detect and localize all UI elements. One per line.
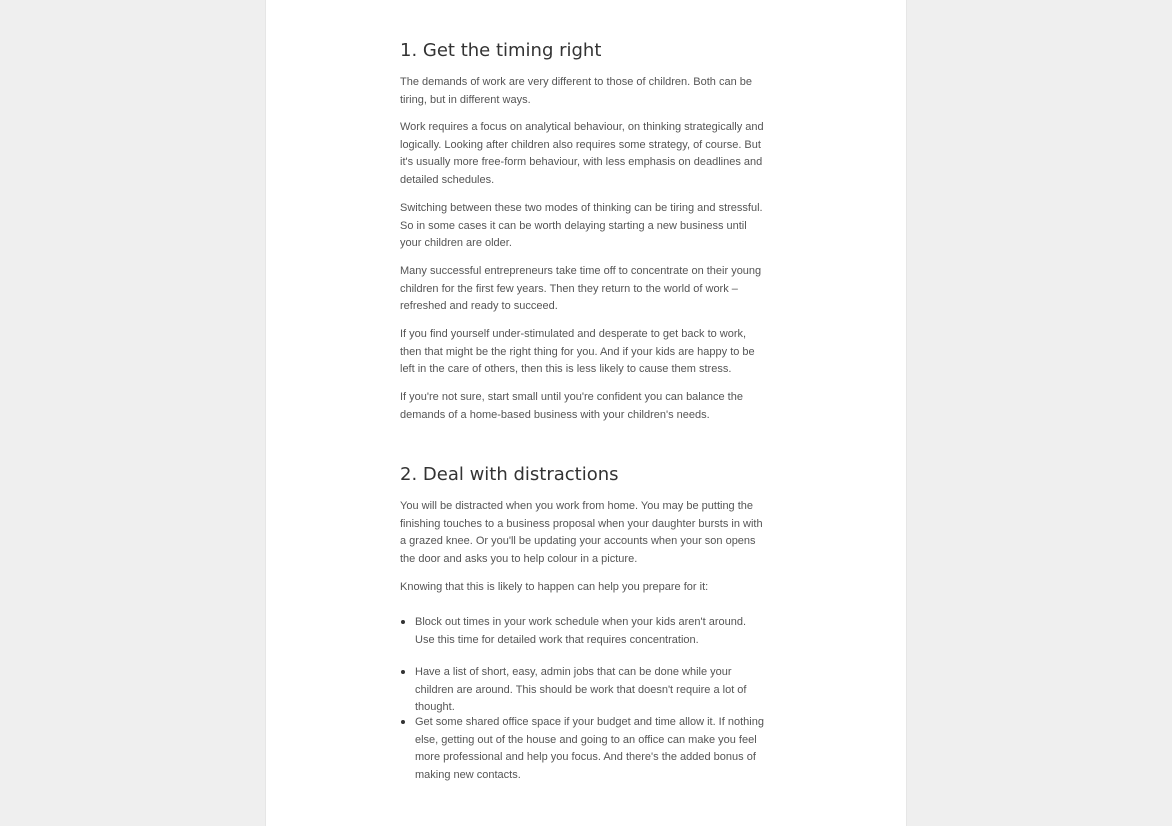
list-item bbox=[400, 714, 766, 784]
paragraph: Many successful entrepreneurs take time off to concentrate on their young children for the first few years. Then they return to the world of work – refreshed and ready to succeed. bbox=[400, 265, 762, 312]
paragraph: Knowing that this is likely to happen can help you prepare for it: bbox=[400, 581, 709, 593]
bullet-icon bbox=[401, 620, 405, 624]
list-item-text: Block out times in your work schedule when your kids aren't around. Use this time for detailed work that requires concentration. bbox=[415, 616, 747, 646]
bullet-icon bbox=[401, 670, 405, 674]
section-1-heading: 1. Get the timing right bbox=[400, 40, 602, 61]
paragraph: If you find yourself under-stimulated and desperate to get back to work, then that might be the right thing for you. And if your kids are happy to be left in the care of others, then this is less likely to cause them stress. bbox=[400, 328, 755, 375]
list-item-text: Have a list of short, easy, admin jobs that can be done while your children are around. This should be work that doesn't require a lot of thought. bbox=[415, 666, 747, 713]
paragraph: If you're not sure, start small until you're confident you can balance the demands of a home-based business with your children's needs. bbox=[400, 391, 743, 421]
list-item-text: Get some shared office space if your budget and time allow it. If nothing else, getting out of the house and going to an office can make you feel more professional and help you focus. And there's the added bonus of making new contacts. bbox=[415, 716, 764, 781]
section-2-heading: 2. Deal with distractions bbox=[400, 464, 619, 485]
document-page bbox=[265, 0, 907, 826]
list-item bbox=[400, 664, 766, 717]
paragraph: You will be distracted when you work from home. You may be putting the finishing touches to a business proposal when your daughter bursts in with a grazed knee. Or you'll be updating your accounts when your son opens the door and asks you to help colour in a picture. bbox=[400, 500, 763, 565]
paragraph: Switching between these two modes of thinking can be tiring and stressful. So in some cases it can be worth delaying starting a new business until your children are older. bbox=[400, 202, 763, 249]
paragraph: The demands of work are very different to those of children. Both can be tiring, but in different ways. bbox=[400, 76, 752, 106]
paragraph: Work requires a focus on analytical behaviour, on thinking strategically and logically. Looking after children also requires some strategy, of course. But it's usually more free-form behaviour, with less emphasis on deadlines and detailed schedules. bbox=[400, 121, 764, 186]
list-item bbox=[400, 614, 766, 649]
bullet-icon bbox=[401, 720, 405, 724]
